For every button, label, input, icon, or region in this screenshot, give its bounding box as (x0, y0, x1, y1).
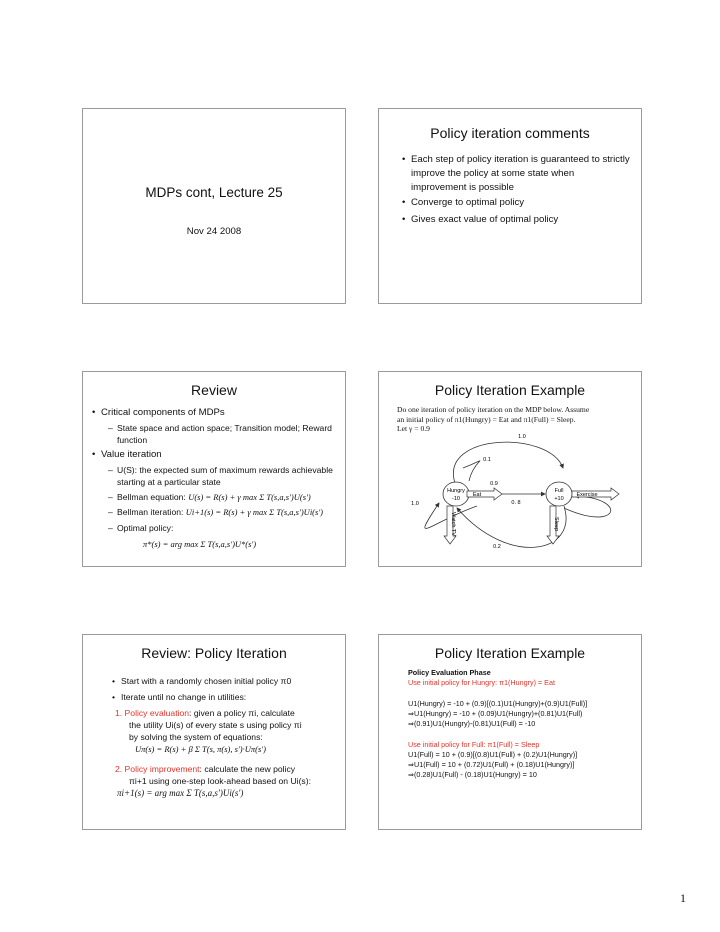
slide-policy-iteration-comments (378, 108, 642, 304)
prob-label: 0.2 (493, 544, 501, 550)
mdp-diagram (379, 428, 643, 568)
sub-bullet: – Optimal policy: (108, 523, 174, 533)
slide-policy-iteration-example-1 (378, 371, 642, 567)
state-full-reward: +10 (554, 496, 564, 502)
phase-heading: Policy Evaluation Phase (408, 668, 491, 677)
equation-line: ⇒(0.91)U1(Hungry)-(0.81)U1(Full) = -10 (408, 719, 536, 728)
bellman-equation: U(s) = R(s) + γ max Σ T(s,a,s′)U(s′) (188, 492, 311, 502)
state-hungry-node (443, 482, 469, 506)
sub-bullet: – Bellman equation: U(s) = R(s) + γ max Σ T(s,a,s′)U(s′) (108, 492, 311, 502)
policy-note: Use initial policy for Full: π1(Full) = Sleep (408, 740, 540, 749)
step-policy-evaluation-label: 1. Policy evaluation (115, 708, 190, 718)
step-policy-improvement-label: 2. Policy improvement (115, 764, 200, 774)
lecture-date: Nov 24 2008 (186, 226, 242, 237)
slide-heading: Review: Policy Iteration (141, 645, 287, 661)
problem-line: Let γ = 0.9 (397, 424, 430, 433)
slide-heading: Policy Iteration Example (434, 382, 586, 398)
numbered-step: 1. Policy evaluation: given a policy πi, calculate the utility Ui(s) of every state s using policy πi by solving the system of equations: Uπ(s) = R(s) + β Σ T(s, π(s), s′)·Uπ(s′) (115, 707, 343, 755)
slide-review-policy-iteration (82, 634, 346, 830)
slide-title (82, 108, 346, 304)
state-full-label: Full (554, 488, 564, 494)
numbered-step: 2. Policy improvement: calculate the new policy πi+1 using one-step look-ahead based on Ui(s): πi+1(s) = arg max Σ T(s,a,s′)Ui(s′) (115, 763, 343, 799)
bullet-item: • Start with a randomly chosen initial policy π0 (112, 676, 292, 686)
slide-policy-iteration-example-2 (378, 634, 642, 830)
equation-line: U1(Hungry) = -10 + (0.9)[(0.1)U1(Hungry)+(0.9)U1(Full)] (408, 699, 588, 708)
action-watch-tv-label: Watch TV (450, 512, 456, 536)
sub-bullet: – Bellman iteration: Ui+1(s) = R(s) + γ max Σ T(s,a,s′)Ui(s′) (108, 507, 324, 517)
action-exercise-label: Exercise (576, 492, 598, 498)
equation-line: U1(Full) = 10 + (0.9)[(0.8)U1(Full) + (0.2)U1(Hungry)] (408, 750, 578, 759)
state-full-node (546, 482, 572, 506)
sub-bullet: – U(S): the expected sum of maximum rewards achievable starting at a particular state (108, 465, 333, 487)
policy-evaluation-formula: Uπ(s) = R(s) + β Σ T(s, π(s), s′)·Uπ(s′) (135, 744, 266, 754)
bullet-item: • Gives exact value of optimal policy (402, 214, 559, 225)
slide-heading: Review (191, 382, 237, 398)
equation-line: ⇒U1(Hungry) = -10 + (0.09)U1(Hungry)+(0.81)U1(Full) (408, 709, 583, 718)
evaluation-content (408, 668, 640, 780)
bullet-item: • Converge to optimal policy (402, 197, 525, 208)
optimal-policy-formula: π*(s) = arg max Σ T(s,a,s′)U*(s′) (143, 539, 257, 549)
sub-bullet: – State space and action space; Transition model; Reward function (108, 423, 332, 445)
problem-line: an initial policy of π1(Hungry) = Eat and π1(Full) = Sleep. (397, 414, 576, 424)
policy-note: Use initial policy for Hungry: π1(Hungry) = Eat (408, 678, 555, 687)
problem-line: Do one iteration of policy iteration on the MDP below. Assume (397, 405, 590, 414)
slide-review (82, 371, 346, 567)
action-eat-label: Eat (472, 492, 482, 498)
bullet-item: • Critical components of MDPs (92, 407, 225, 418)
page-number: 1 (680, 891, 686, 905)
bullet-item: • Value iteration (92, 449, 162, 460)
slide-heading: Policy Iteration Example (434, 645, 586, 661)
policy-improvement-formula: πi+1(s) = arg max Σ T(s,a,s′)Ui(s′) (117, 788, 244, 798)
prob-label: 0.9 (490, 481, 498, 487)
state-hungry-label: Hungry (447, 488, 465, 494)
equation-line: ⇒U1(Full) = 10 + (0.72)U1(Full) + (0.18)U1(Hungry)] (408, 760, 575, 769)
bullet-item: • Iterate until no change in utilities: (112, 692, 247, 702)
prob-label: 0. 8 (511, 500, 521, 506)
state-hungry-reward: -10 (452, 496, 460, 502)
action-sleep-label: Sleep (553, 516, 559, 532)
prob-label: 0.1 (483, 457, 491, 463)
prob-label: 1.0 (411, 501, 419, 507)
lecture-title: MDPs cont, Lecture 25 (145, 185, 283, 200)
bellman-iteration: Ui+1(s) = R(s) + γ max Σ T(s,a,s′)Ui(s′) (185, 507, 324, 517)
slide-heading: Policy iteration comments (430, 125, 590, 141)
equation-line: ⇒(0.28)U1(Full) - (0.18)U1(Hungry) = 10 (408, 770, 537, 779)
prob-label: 1.0 (518, 434, 526, 440)
bullet-item: • Each step of policy iteration is guaranteed to strictly improve the policy at some state when improvement is possible (402, 154, 630, 193)
